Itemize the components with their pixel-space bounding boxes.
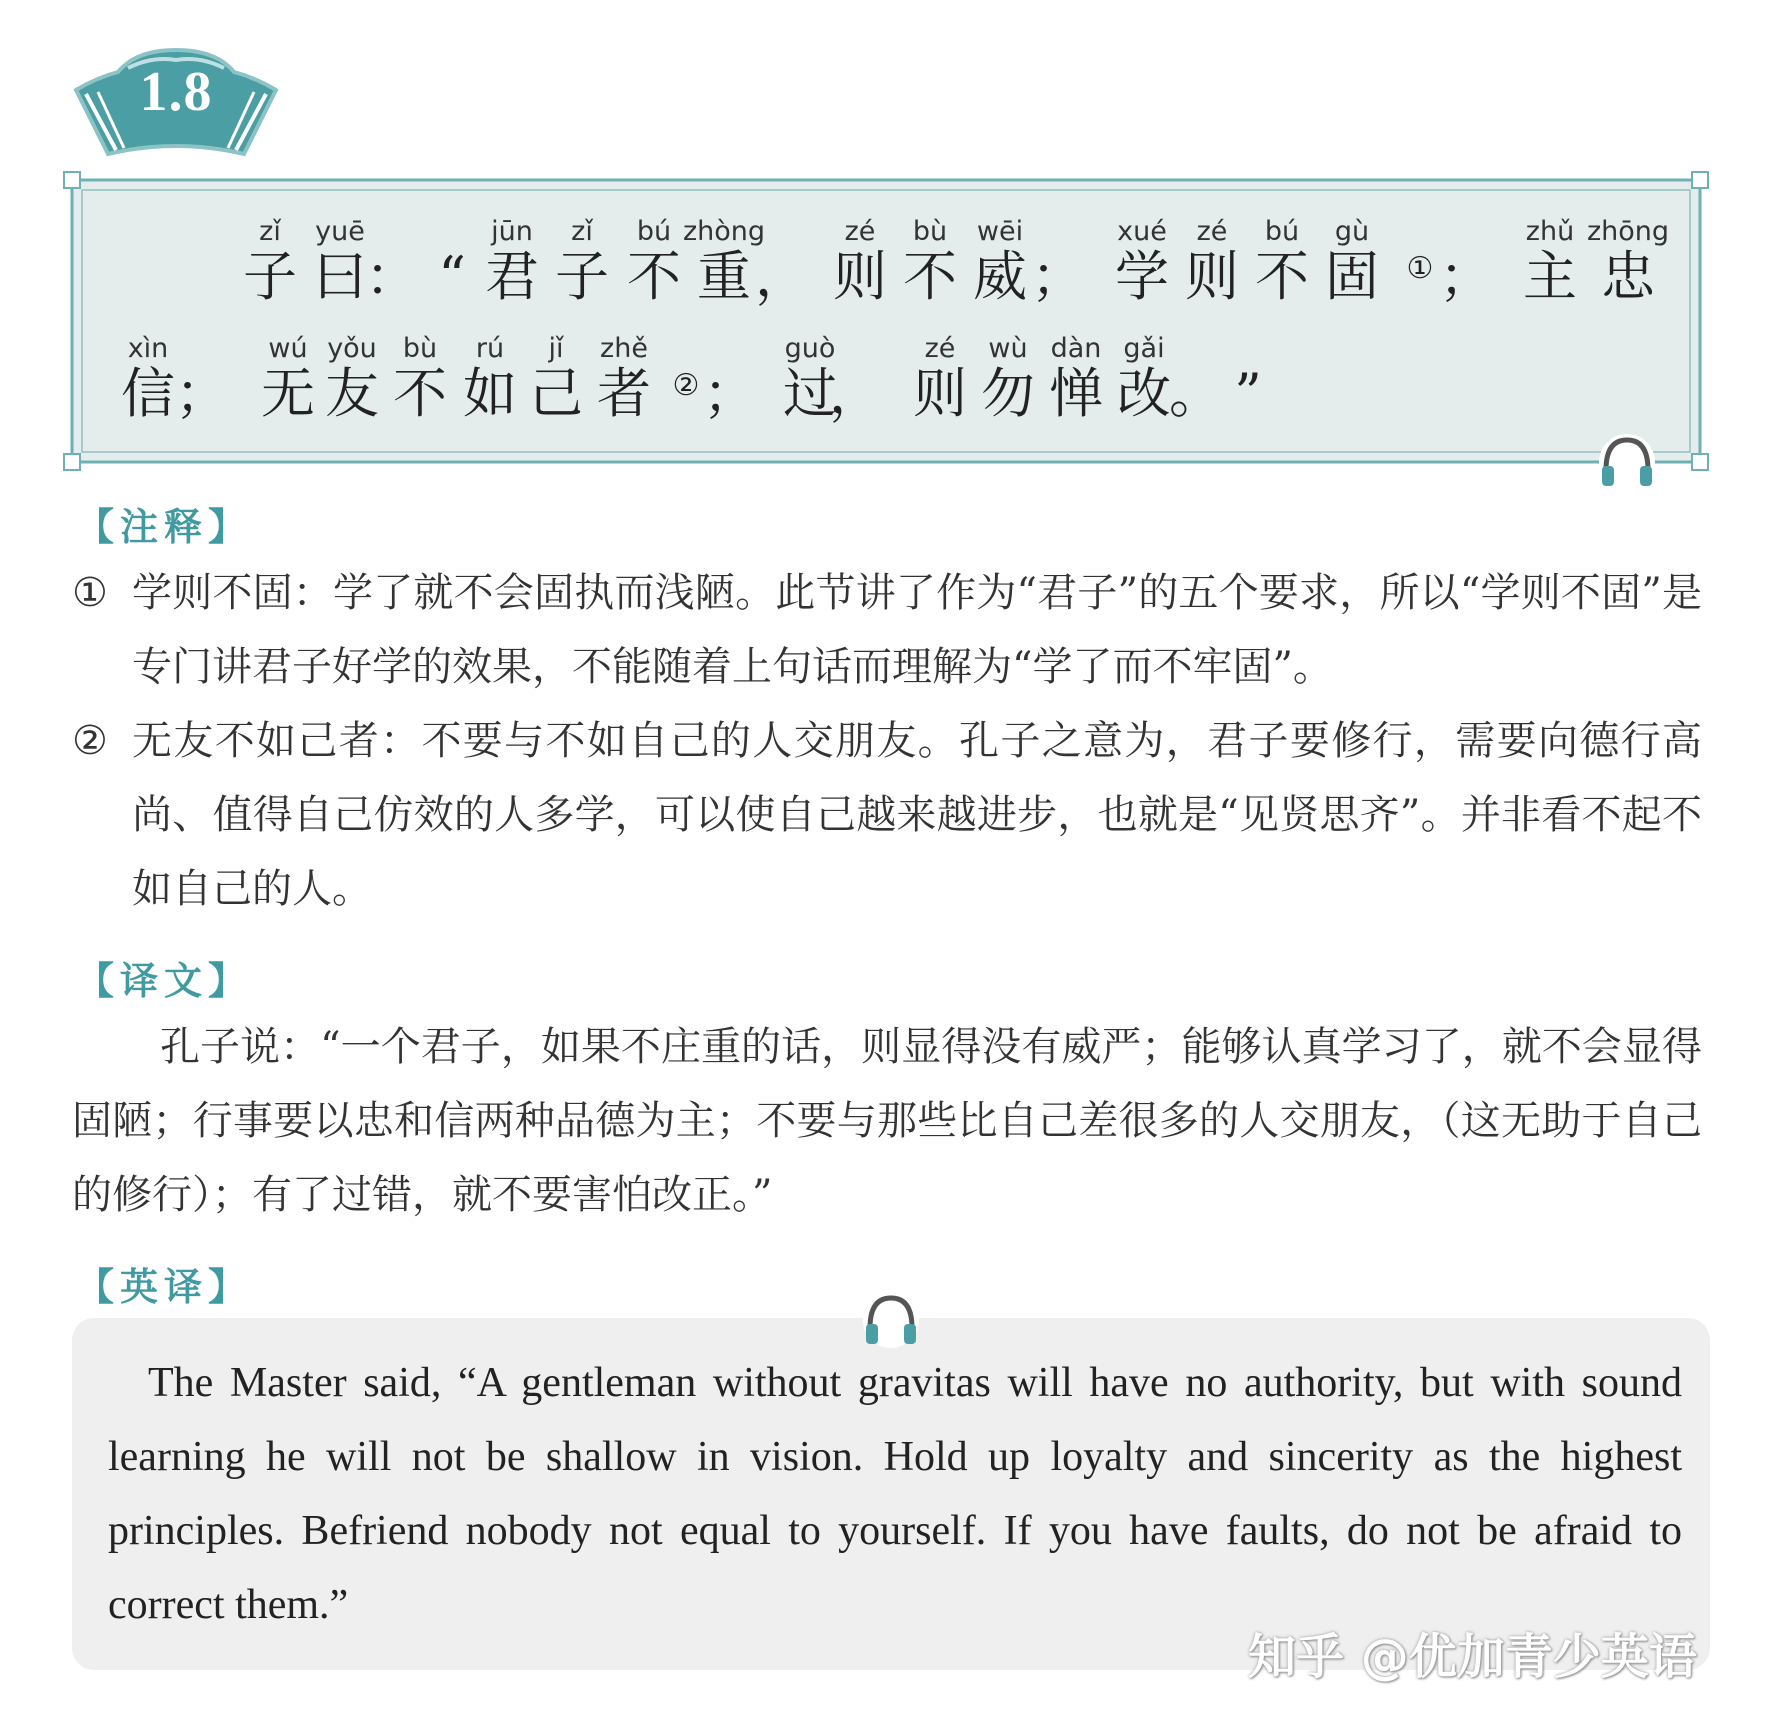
headphones-icon[interactable] [1596, 430, 1658, 490]
hanzi: ， [755, 245, 809, 308]
pinyin: zé [844, 216, 876, 247]
hanzi: 如 [463, 362, 517, 425]
hanzi: 信 [121, 362, 175, 425]
pinyin: jūn [491, 216, 533, 247]
pinyin: zhòng [682, 216, 766, 247]
hanzi: 己 [529, 362, 583, 425]
hanzi: 固 [1325, 245, 1379, 308]
hanzi: “ [438, 245, 466, 308]
original-line-2 [0, 333, 1769, 443]
hanzi: 改 [1117, 362, 1171, 425]
pinyin: bú [636, 216, 672, 247]
pinyin: wēi [976, 216, 1024, 247]
annotation-1 [72, 556, 1702, 704]
hanzi: 忠 [1601, 245, 1655, 308]
hanzi: 子 [243, 245, 297, 308]
hanzi: 不 [903, 245, 957, 308]
pinyin: xué [1117, 216, 1167, 247]
section-number: 1.8 [139, 61, 213, 123]
hanzi: ： [365, 245, 419, 308]
hanzi: 不 [393, 362, 447, 425]
annotation-text: 无友不如己者：不要与不如自己的人交朋友。孔子之意为，君子要修行，需要向德行高尚、值得自己仿效的人多学，可以使自己越来越进步，也就是“见贤思齐”。并非看不起不如自己的人。 [132, 718, 1702, 912]
hanzi: 不 [627, 245, 681, 308]
pinyin: zé [1196, 216, 1228, 247]
pinyin: wú [268, 333, 308, 364]
pinyin: wù [988, 333, 1028, 364]
watermark: 知乎 @优加青少英语 [1248, 1629, 1697, 1685]
hanzi: 威 [973, 245, 1027, 308]
english-heading: 【英译】 [76, 1264, 253, 1309]
pinyin: jǐ [548, 333, 564, 364]
hanzi: 则 [913, 362, 967, 425]
annotation-number: ① [72, 570, 108, 616]
annotation-2 [72, 704, 1702, 926]
hanzi: 。 [1169, 362, 1223, 425]
hanzi: 则 [1185, 245, 1239, 308]
annotation-text: 学则不固：学了就不会固执而浅陋。此节讲了作为“君子”的五个要求，所以“学则不固”是专门讲君子好学的效果，不能随着上句话而理解为“学了而不牢固”。 [132, 570, 1702, 690]
hanzi: 主 [1523, 245, 1577, 308]
pinyin: bù [402, 333, 438, 364]
annotation-heading: 【注释】 [76, 504, 253, 549]
pinyin: guò [784, 333, 836, 364]
pinyin: bù [912, 216, 948, 247]
pinyin: dàn [1050, 333, 1102, 364]
hanzi: 友 [325, 362, 379, 425]
hanzi: 学 [1115, 245, 1169, 308]
hanzi: 子 [555, 245, 609, 308]
pinyin: zǐ [259, 216, 281, 247]
hanzi: 不 [1255, 245, 1309, 308]
pinyin: zhōng [1586, 216, 1670, 247]
pinyin: bú [1264, 216, 1300, 247]
hanzi: ； [1439, 245, 1493, 308]
hanzi: 则 [833, 245, 887, 308]
original-line-1 [0, 216, 1769, 326]
translation-text: 孔子说：“一个君子，如果不庄重的话，则显得没有威严；能够认真学习了，就不会显得固陋；行事要以忠和信两种品德为主；不要与那些比自己差很多的人交朋友，（这无助于自己的修行）；有了过错，就不要害怕改正。” [72, 1024, 1702, 1218]
pinyin: rú [475, 333, 505, 364]
pinyin: zhǔ [1525, 216, 1575, 247]
pinyin: gù [1334, 216, 1370, 247]
hanzi: ， [829, 362, 883, 425]
hanzi: ； [703, 362, 757, 425]
hanzi: 君 [485, 245, 539, 308]
pinyin: zé [924, 333, 956, 364]
hanzi: 曰 [313, 245, 367, 308]
annotation-number: ② [72, 718, 108, 764]
pinyin: xìn [127, 333, 169, 364]
hanzi: 者 [597, 362, 651, 425]
hanzi: ； [175, 362, 229, 425]
hanzi: ； [1031, 245, 1085, 308]
hanzi: 惮 [1049, 362, 1103, 425]
pinyin: yuē [315, 216, 365, 247]
translation-heading: 【译文】 [76, 958, 253, 1003]
hanzi: ” [1234, 362, 1262, 425]
hanzi: 过 [783, 362, 837, 425]
hanzi: 无 [261, 362, 315, 425]
hanzi: 勿 [981, 362, 1035, 425]
headphones-icon[interactable] [860, 1288, 922, 1348]
pinyin: yǒu [327, 333, 377, 364]
pinyin: gǎi [1123, 333, 1165, 364]
hanzi: 重 [697, 245, 751, 308]
section-badge [66, 38, 286, 160]
pinyin: zǐ [571, 216, 593, 247]
pinyin: zhě [600, 333, 648, 364]
hanzi: ② [672, 368, 700, 403]
english-text: The Master said, “A gentleman without gravitas will have no authority, but with sound learning he will not be shallow in vision. Hold up loyalty and sincerity as the highest principles. Befriend nobody not equal to yourself. If you have faults, do not be afraid to correct them.” [108, 1360, 1682, 1628]
hanzi: ① [1406, 251, 1434, 286]
